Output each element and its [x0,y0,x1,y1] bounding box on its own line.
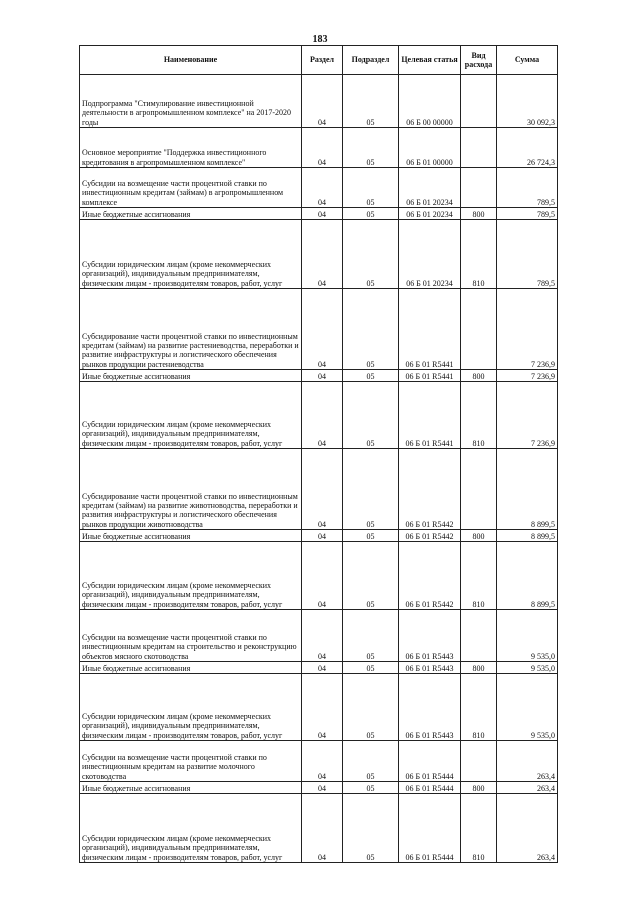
cell-subsection: 05 [343,128,399,168]
cell-subsection: 05 [343,168,399,208]
cell-type: 810 [461,542,497,610]
cell-section: 04 [302,128,343,168]
table-row [80,674,558,741]
cell-subsection: 05 [343,674,399,741]
cell-name: Субсидии юридическим лицам (кроме некоммерческих организаций), индивидуальным предпринимателям, физическим лицам - производителям товаров, работ, услуг [80,220,302,289]
cell-section: 04 [302,168,343,208]
table-row [80,370,558,382]
cell-type: 810 [461,382,497,449]
cell-type: 810 [461,794,497,863]
cell-target: 06 Б 01 20234 [399,208,461,220]
cell-target: 06 Б 01 20234 [399,220,461,289]
header-type: Вид расхода [461,46,497,75]
cell-name: Подпрограмма "Стимулирование инвестиционной деятельности в агропромышленном комплексе" на 2017-2020 годы [80,75,302,128]
cell-subsection: 05 [343,794,399,863]
cell-subsection: 05 [343,208,399,220]
cell-name: Субсидии юридическим лицам (кроме некоммерческих организаций), индивидуальным предпринимателям, физическим лицам - производителям товаров, работ, услуг [80,382,302,449]
cell-subsection: 05 [343,542,399,610]
cell-section: 04 [302,674,343,741]
cell-target: 06 Б 01 R5441 [399,289,461,370]
cell-section: 04 [302,782,343,794]
cell-sum: 789,5 [497,168,558,208]
cell-name: Основное мероприятие "Поддержка инвестиционного кредитования в агропромышленном комплексе" [80,128,302,168]
cell-target: 06 Б 01 20234 [399,168,461,208]
cell-target: 06 Б 00 00000 [399,75,461,128]
table-row [80,168,558,208]
cell-name: Иные бюджетные ассигнования [80,530,302,542]
cell-target: 06 Б 01 R5444 [399,741,461,782]
cell-section: 04 [302,610,343,662]
cell-type: 800 [461,662,497,674]
cell-name: Субсидии на возмещение части процентной ставки по инвестиционным кредитам (займам) в агропромышленном комплексе [80,168,302,208]
cell-target: 06 Б 01 R5443 [399,662,461,674]
table-body [80,75,558,863]
header-subsection: Подраздел [343,46,399,75]
cell-sum: 7 236,9 [497,382,558,449]
table-row [80,128,558,168]
cell-type: 800 [461,530,497,542]
cell-sum: 263,4 [497,782,558,794]
header-target: Целевая статья [399,46,461,75]
cell-name: Иные бюджетные ассигнования [80,662,302,674]
cell-subsection: 05 [343,662,399,674]
cell-section: 04 [302,289,343,370]
cell-section: 04 [302,662,343,674]
cell-type [461,128,497,168]
cell-sum: 8 899,5 [497,542,558,610]
page-number: 183 [312,34,328,45]
cell-subsection: 05 [343,530,399,542]
cell-type [461,741,497,782]
cell-sum: 8 899,5 [497,530,558,542]
cell-type [461,449,497,530]
cell-sum: 8 899,5 [497,449,558,530]
table-row [80,610,558,662]
cell-target: 06 Б 01 00000 [399,128,461,168]
cell-target: 06 Б 01 R5442 [399,542,461,610]
cell-name: Субсидирование части процентной ставки по инвестиционным кредитам (займам) на развитие животноводства, переработки и развития инфраструктуры и логистического обеспечения рынков продукции животноводства [80,449,302,530]
cell-subsection: 05 [343,610,399,662]
table-row [80,794,558,863]
table-row [80,782,558,794]
cell-section: 04 [302,542,343,610]
cell-type: 800 [461,782,497,794]
cell-type: 810 [461,220,497,289]
cell-subsection: 05 [343,741,399,782]
cell-section: 04 [302,370,343,382]
cell-sum: 9 535,0 [497,610,558,662]
cell-sum: 30 092,3 [497,75,558,128]
cell-sum: 9 535,0 [497,662,558,674]
cell-type: 810 [461,674,497,741]
cell-subsection: 05 [343,449,399,530]
cell-section: 04 [302,220,343,289]
cell-target: 06 Б 01 R5442 [399,449,461,530]
cell-section: 04 [302,449,343,530]
cell-name: Иные бюджетные ассигнования [80,370,302,382]
table-row [80,662,558,674]
cell-type [461,610,497,662]
cell-name: Иные бюджетные ассигнования [80,782,302,794]
table-row [80,208,558,220]
header-name: Наименование [80,46,302,75]
cell-target: 06 Б 01 R5443 [399,610,461,662]
cell-sum: 263,4 [497,794,558,863]
cell-name: Субсидии на возмещение части процентной ставки по инвестиционным кредитам на развитие молочного скотоводства [80,741,302,782]
header-sum: Сумма [497,46,558,75]
cell-sum: 9 535,0 [497,674,558,741]
cell-section: 04 [302,741,343,782]
cell-sum: 7 236,9 [497,370,558,382]
cell-name: Иные бюджетные ассигнования [80,208,302,220]
cell-target: 06 Б 01 R5444 [399,782,461,794]
cell-subsection: 05 [343,289,399,370]
cell-section: 04 [302,208,343,220]
cell-subsection: 05 [343,382,399,449]
cell-sum: 789,5 [497,220,558,289]
cell-sum: 7 236,9 [497,289,558,370]
cell-type [461,75,497,128]
cell-section: 04 [302,75,343,128]
table-row [80,220,558,289]
cell-subsection: 05 [343,220,399,289]
cell-target: 06 Б 01 R5444 [399,794,461,863]
cell-sum: 789,5 [497,208,558,220]
table-header-row [80,46,558,75]
cell-section: 04 [302,794,343,863]
cell-type: 800 [461,208,497,220]
table-row [80,382,558,449]
cell-target: 06 Б 01 R5443 [399,674,461,741]
cell-type [461,289,497,370]
table-row [80,542,558,610]
cell-sum: 26 724,3 [497,128,558,168]
cell-name: Субсидии юридическим лицам (кроме некоммерческих организаций), индивидуальным предпринимателям, физическим лицам - производителям товаров, работ, услуг [80,542,302,610]
cell-section: 04 [302,530,343,542]
cell-subsection: 05 [343,75,399,128]
cell-subsection: 05 [343,370,399,382]
cell-target: 06 Б 01 R5442 [399,530,461,542]
budget-table [79,45,558,863]
cell-name: Субсидии юридическим лицам (кроме некоммерческих организаций), индивидуальным предпринимателям, физическим лицам - производителям товаров, работ, услуг [80,674,302,741]
cell-target: 06 Б 01 R5441 [399,370,461,382]
header-section: Раздел [302,46,343,75]
cell-name: Субсидирование части процентной ставки по инвестиционным кредитам (займам) на развитие растениеводства, переработки и развитие инфраструктуры и логистического обеспечения рынков продукции растениеводства [80,289,302,370]
table-row [80,289,558,370]
cell-sum: 263,4 [497,741,558,782]
cell-subsection: 05 [343,782,399,794]
cell-name: Субсидии на возмещение части процентной ставки по инвестиционным кредитам на строительство и реконструкцию объектов мясного скотоводства [80,610,302,662]
table-row [80,530,558,542]
cell-type: 800 [461,370,497,382]
table-row [80,75,558,128]
cell-name: Субсидии юридическим лицам (кроме некоммерческих организаций), индивидуальным предпринимателям, физическим лицам - производителям товаров, работ, услуг [80,794,302,863]
cell-type [461,168,497,208]
cell-target: 06 Б 01 R5441 [399,382,461,449]
cell-section: 04 [302,382,343,449]
table-row [80,741,558,782]
table-row [80,449,558,530]
